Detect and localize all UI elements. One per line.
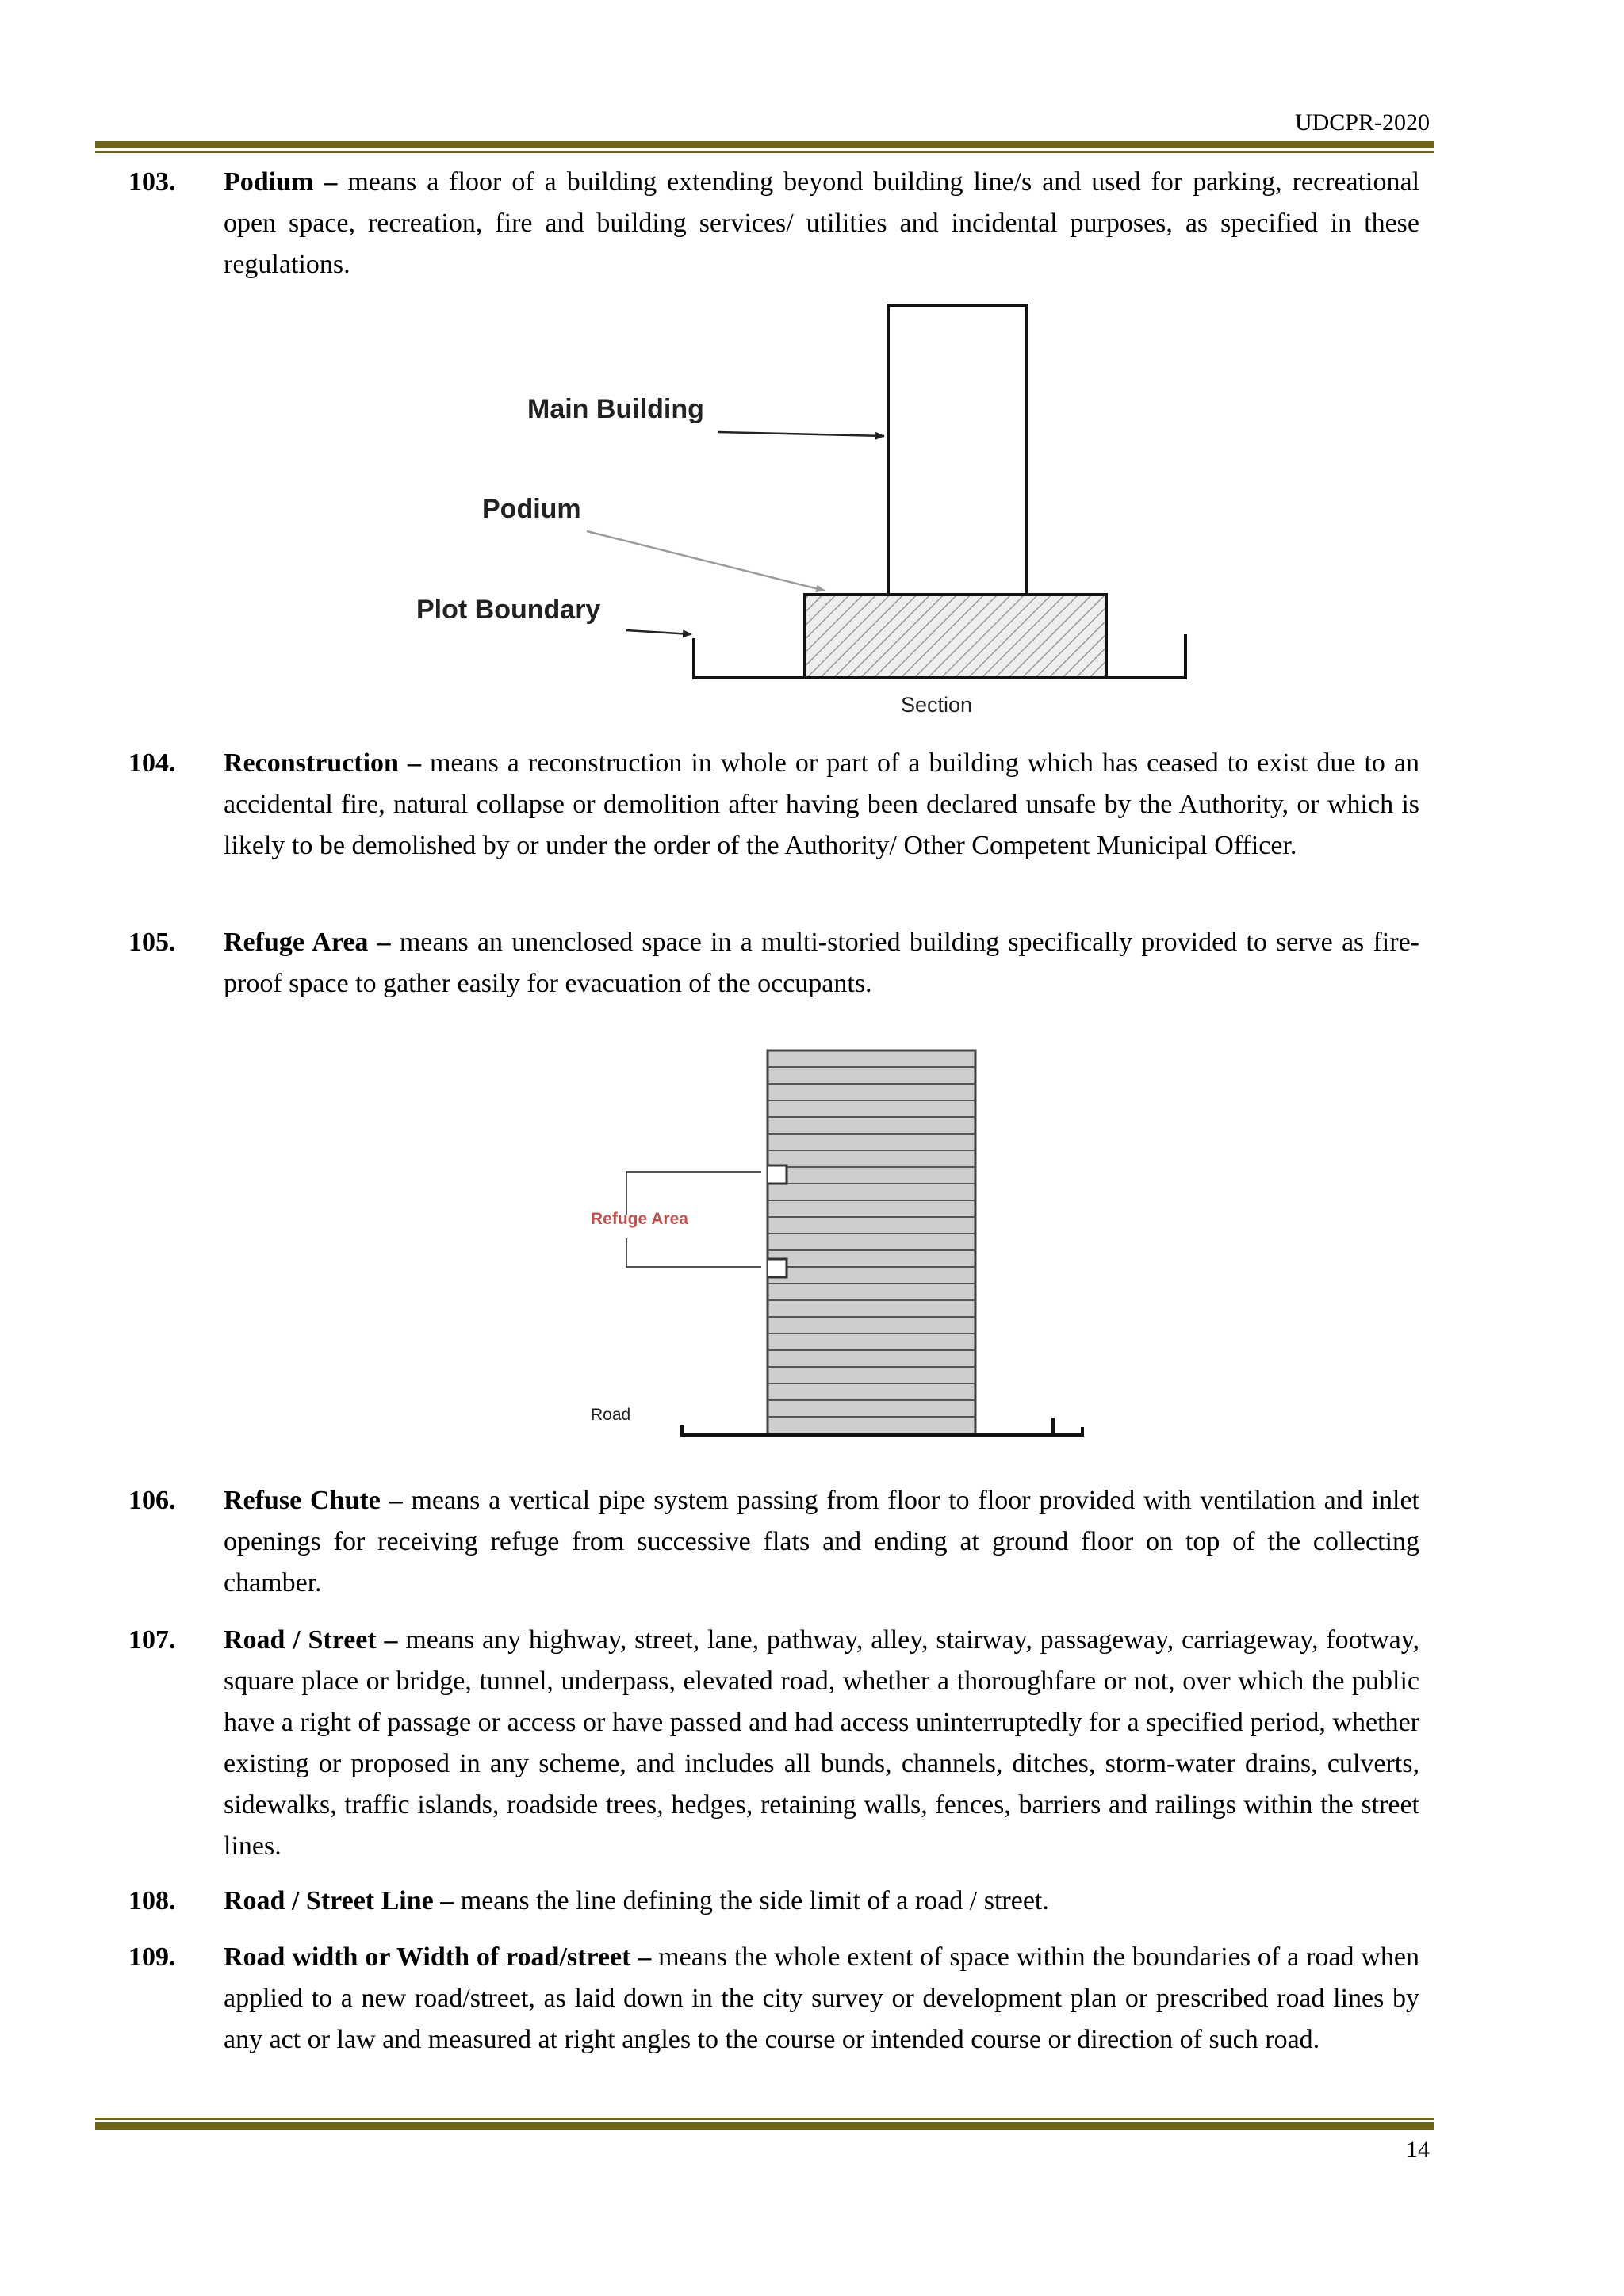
entry-text: means any highway, street, lane, pathway, alley, stairway, passageway, carriageway, footway, square place or bridge, tunnel, underpass, elevated road, whether a thoroughfare or not, over which the public have a right of passage or access or have passed and had access uninterruptedly for a specified period, whether existing or proposed in any scheme, and includes all bunds, channels, ditches, storm-water drains, culverts, sidewalks, traffic islands, roadside trees, hedges, retaining walls, fences, barriers and railings within the street lines.	[224, 1625, 1420, 1861]
podium-section-figure	[396, 293, 1205, 729]
podium-shape	[805, 595, 1106, 678]
entry-number: 109.	[128, 1942, 176, 1972]
road-label: Road	[591, 1406, 631, 1424]
refuge-notch-lower	[768, 1259, 787, 1277]
page-number: 14	[1406, 2137, 1430, 2163]
definition-108	[128, 1881, 1419, 1922]
entry-text: means the whole extent of space within the boundaries of a road when applied to a new road/street, as laid down in the city survey or development plan or prescribed road lines by any act or law and measured at right angles to the course or intended course or direction of such road.	[224, 1942, 1419, 2054]
entry-term: Road / Street –	[224, 1625, 398, 1655]
entry-term: Refuge Area –	[224, 928, 391, 957]
entry-text: means a vertical pipe system passing from floor to floor provided with ventilation and inlet openings for receiving refuge from successive flats and ending at ground floor on top of the collecting chamber.	[224, 1486, 1419, 1598]
definition-104	[128, 743, 1419, 867]
definition-106	[128, 1480, 1419, 1604]
definition-103	[128, 162, 1419, 285]
document-code: UDCPR-2020	[1294, 109, 1430, 136]
main-building-label: Main Building	[527, 394, 704, 424]
refuge-area-figure	[579, 1039, 1102, 1451]
podium-label: Podium	[482, 494, 581, 524]
entry-text: means an unenclosed space in a multi-storied building specifically provided to serve as fire-proof space to gather easily for evacuation of the occupants.	[224, 928, 1419, 998]
section-caption: Section	[901, 693, 973, 717]
entry-number: 103.	[128, 167, 176, 197]
entry-number: 105.	[128, 928, 176, 957]
entry-text: means the line defining the side limit of a road / street.	[454, 1886, 1049, 1915]
header-rule	[95, 141, 1434, 153]
refuge-notch-upper	[768, 1165, 787, 1184]
entry-number: 107.	[128, 1625, 176, 1655]
definition-107	[128, 1620, 1419, 1867]
entry-number: 106.	[128, 1486, 176, 1515]
entry-text: means a floor of a building extending beyond building line/s and used for parking, recreational open space, recreation, fire and building services/ utilities and incidental purposes, as specified in these regulations.	[224, 167, 1420, 279]
footer-rule	[95, 2118, 1434, 2130]
entry-term: Road width or Width of road/street –	[224, 1942, 652, 1972]
tower-shape	[768, 1050, 975, 1435]
definition-105	[128, 922, 1419, 1004]
entry-text: means a reconstruction in whole or part of a building which has ceased to exist due to an accidental fire, natural collapse or demolition after having been declared unsafe by the Authority, or which is likely to be demolished by or under the order of the Authority/ Other Competent Municipal Officer.	[224, 748, 1419, 860]
entry-term: Podium –	[224, 167, 338, 197]
entry-number: 104.	[128, 748, 176, 778]
entry-number: 108.	[128, 1886, 176, 1915]
plot-boundary-label: Plot Boundary	[416, 595, 601, 625]
main-building-shape	[888, 305, 1027, 599]
refuge-area-label: Refuge Area	[591, 1210, 688, 1228]
definition-109	[128, 1937, 1419, 2061]
entry-term: Reconstruction –	[224, 748, 421, 778]
entry-term: Refuse Chute –	[224, 1486, 403, 1515]
entry-term: Road / Street Line –	[224, 1886, 454, 1915]
